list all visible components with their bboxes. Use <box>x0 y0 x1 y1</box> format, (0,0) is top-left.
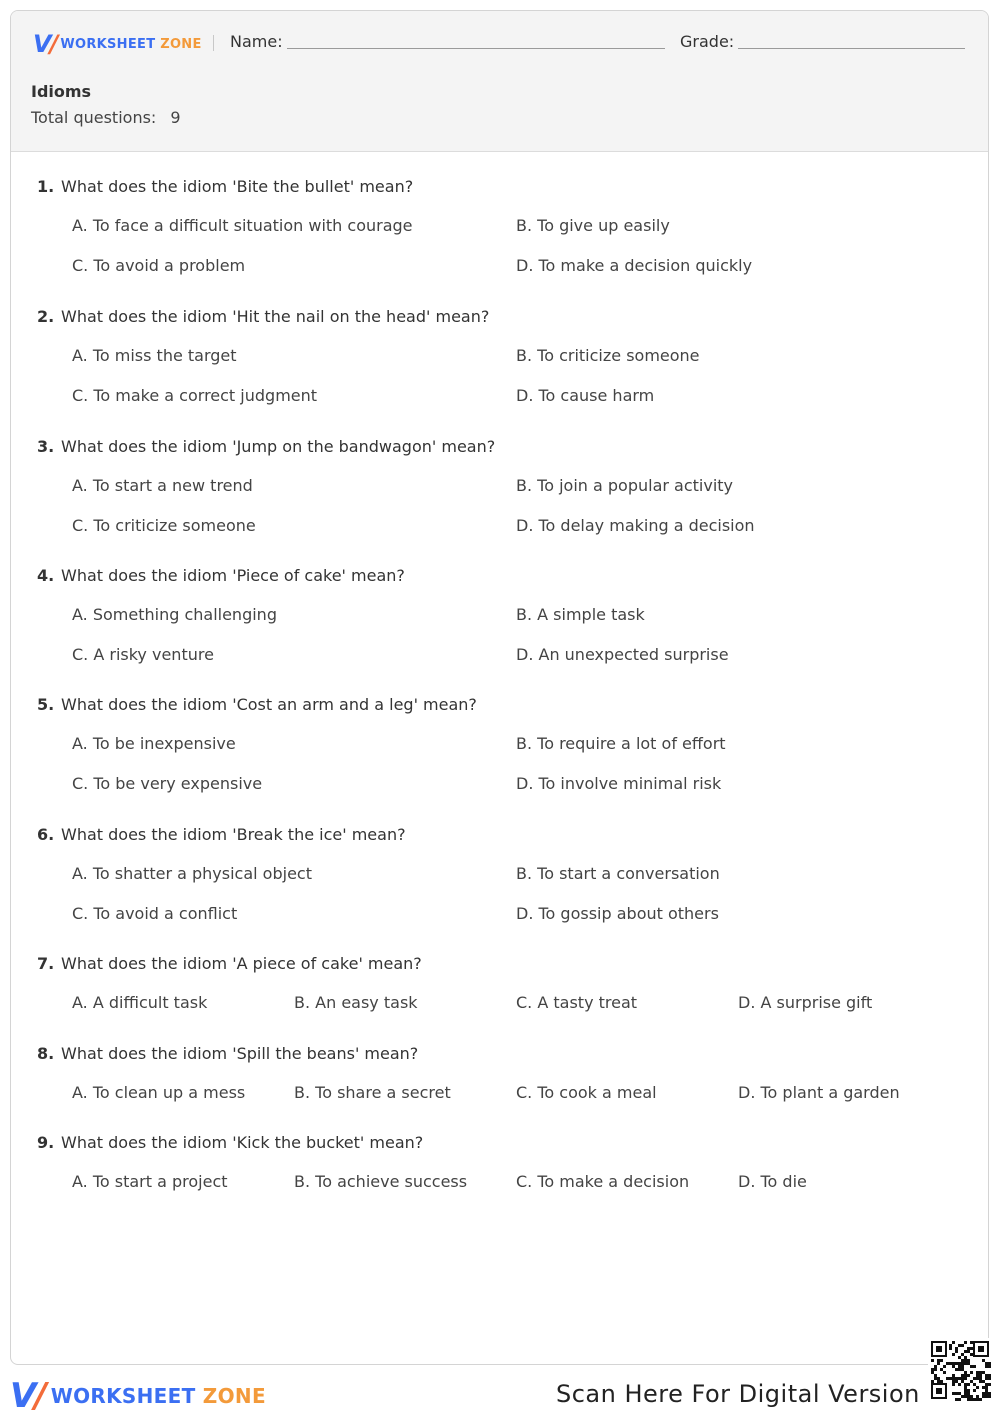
answer-option[interactable]: A. Something challenging <box>72 605 277 624</box>
worksheet-title: Idioms <box>31 82 92 101</box>
question-stem <box>37 1133 967 1152</box>
answer-option[interactable]: C. To avoid a problem <box>72 256 246 275</box>
logo-wordmark: WORKSHEET ZONE <box>50 1384 266 1408</box>
answer-option[interactable]: A. To miss the target <box>72 346 237 365</box>
footer-logo[interactable] <box>10 1376 266 1414</box>
question-text: What does the idiom 'Cost an arm and a leg' mean? <box>61 695 477 714</box>
question-item <box>37 566 967 664</box>
question-stem <box>37 177 967 196</box>
question-item <box>37 177 967 275</box>
answer-option[interactable]: D. To plant a garden <box>738 1083 900 1102</box>
answer-option[interactable]: C. To criticize someone <box>72 516 256 535</box>
answer-option[interactable]: D. To make a decision quickly <box>516 256 753 275</box>
question-number: 1. <box>37 177 55 196</box>
question-stem <box>37 1044 967 1063</box>
question-item <box>37 695 967 793</box>
question-text: What does the idiom 'Piece of cake' mean? <box>61 566 405 585</box>
answer-option[interactable]: D. To die <box>738 1172 807 1191</box>
question-number: 8. <box>37 1044 55 1063</box>
answer-option[interactable]: B. To require a lot of effort <box>516 734 726 753</box>
question-item <box>37 1133 967 1191</box>
answer-option[interactable]: B. To share a secret <box>294 1083 451 1102</box>
name-field-line[interactable] <box>287 48 665 49</box>
question-text: What does the idiom 'Break the ice' mean? <box>61 825 406 844</box>
answer-option[interactable]: B. To criticize someone <box>516 346 700 365</box>
question-item <box>37 954 967 1012</box>
answer-option[interactable]: C. To cook a meal <box>516 1083 657 1102</box>
header-divider <box>213 35 214 51</box>
answer-option[interactable]: B. To achieve success <box>294 1172 468 1191</box>
answer-option[interactable]: B. To join a popular activity <box>516 476 734 495</box>
answer-option[interactable]: A. To start a new trend <box>72 476 253 495</box>
answer-option[interactable]: B. To start a conversation <box>516 864 720 883</box>
worksheet-zone-logo[interactable] <box>33 31 202 57</box>
answer-option[interactable]: C. To be very expensive <box>72 774 263 793</box>
answer-option[interactable]: A. To clean up a mess <box>72 1083 246 1102</box>
page-footer <box>0 1372 1000 1414</box>
answer-option[interactable]: A. To shatter a physical object <box>72 864 312 883</box>
answer-option[interactable]: D. To cause harm <box>516 386 655 405</box>
question-text: What does the idiom 'Kick the bucket' mean? <box>61 1133 424 1152</box>
qr-code-icon[interactable] <box>928 1338 992 1402</box>
answer-option[interactable]: D. To involve minimal risk <box>516 774 722 793</box>
question-item <box>37 307 967 405</box>
grade-field-line[interactable] <box>738 48 965 49</box>
question-stem <box>37 695 967 714</box>
question-stem <box>37 437 967 456</box>
question-text: What does the idiom 'Hit the nail on the head' mean? <box>61 307 490 326</box>
answer-option[interactable]: A. A difficult task <box>72 993 208 1012</box>
question-stem <box>37 307 967 326</box>
worksheet-sheet <box>10 10 989 1365</box>
answer-option[interactable]: C. To make a decision <box>516 1172 690 1191</box>
answer-option[interactable]: C. To make a correct judgment <box>72 386 318 405</box>
question-stem <box>37 566 967 585</box>
answer-option[interactable]: B. To give up easily <box>516 216 670 235</box>
answer-option[interactable]: A. To face a difficult situation with courage <box>72 216 413 235</box>
logo-mark-icon: V/ <box>10 1376 45 1414</box>
question-item <box>37 437 967 535</box>
logo-wordmark: WORKSHEET ZONE <box>60 36 202 52</box>
worksheet-header <box>11 11 988 152</box>
scan-here-text: Scan Here For Digital Version <box>556 1380 920 1408</box>
grade-label: Grade: <box>680 32 735 51</box>
answer-option[interactable]: D. An unexpected surprise <box>516 645 729 664</box>
question-text: What does the idiom 'Bite the bullet' mean? <box>61 177 414 196</box>
question-item <box>37 1044 967 1102</box>
question-number: 2. <box>37 307 55 326</box>
question-text: What does the idiom 'Jump on the bandwagon' mean? <box>61 437 496 456</box>
question-stem <box>37 825 967 844</box>
question-text: What does the idiom 'Spill the beans' mean? <box>61 1044 419 1063</box>
question-number: 3. <box>37 437 55 456</box>
logo-mark-icon: V/ <box>33 30 57 58</box>
question-number: 4. <box>37 566 55 585</box>
answer-option[interactable]: C. A tasty treat <box>516 993 638 1012</box>
answer-option[interactable]: A. To start a project <box>72 1172 228 1191</box>
answer-option[interactable]: D. A surprise gift <box>738 993 873 1012</box>
question-number: 7. <box>37 954 55 973</box>
answer-option[interactable]: B. A simple task <box>516 605 645 624</box>
answer-option[interactable]: A. To be inexpensive <box>72 734 236 753</box>
question-text: What does the idiom 'A piece of cake' mean? <box>61 954 422 973</box>
total-questions-value: 9 <box>170 108 181 127</box>
answer-option[interactable]: C. A risky venture <box>72 645 214 664</box>
question-number: 9. <box>37 1133 55 1152</box>
answer-option[interactable]: C. To avoid a conflict <box>72 904 238 923</box>
answer-option[interactable]: B. An easy task <box>294 993 418 1012</box>
question-item <box>37 825 967 923</box>
question-number: 5. <box>37 695 55 714</box>
name-label: Name: <box>230 32 283 51</box>
total-questions <box>31 108 181 127</box>
answer-option[interactable]: D. To gossip about others <box>516 904 719 923</box>
question-stem <box>37 954 967 973</box>
total-questions-label: Total questions: <box>31 108 157 127</box>
answer-option[interactable]: D. To delay making a decision <box>516 516 755 535</box>
question-number: 6. <box>37 825 55 844</box>
